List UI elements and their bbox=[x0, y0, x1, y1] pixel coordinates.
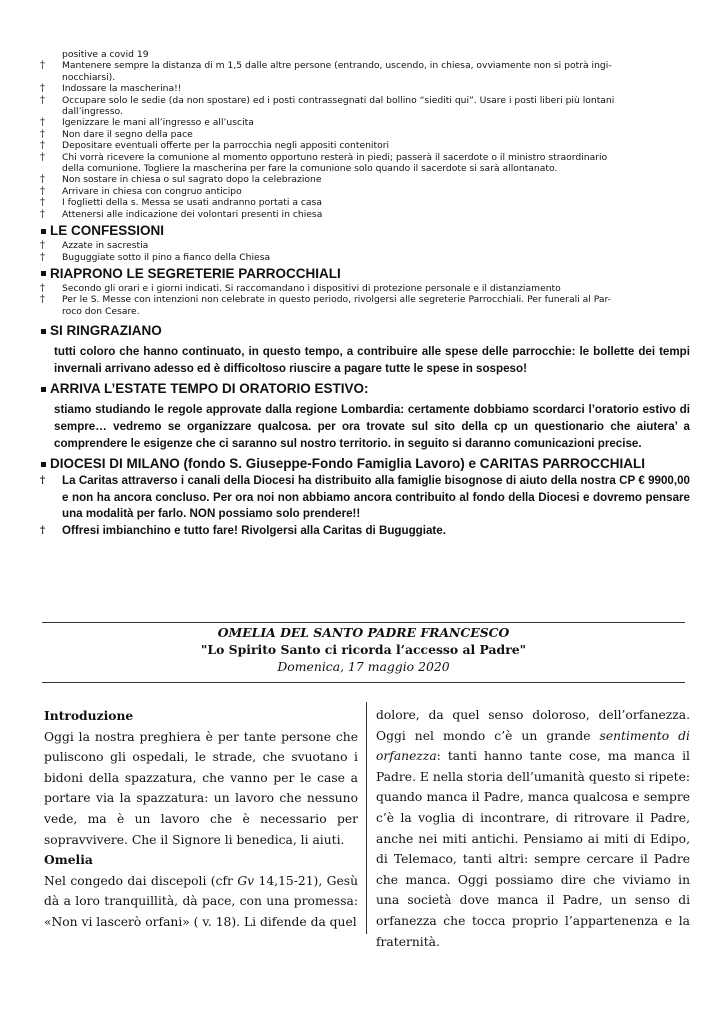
list-item-text: Chi vorrà ricevere la comunione al momento opportuno resterà in piedi; passerà il sacerdote o il ministro straordinario bbox=[62, 151, 608, 163]
section-heading-oratorio bbox=[40, 381, 690, 397]
dagger-bullet-icon: † bbox=[40, 185, 45, 197]
list-item bbox=[40, 209, 690, 220]
list-item-text: Indossare la mascherina!! bbox=[62, 83, 182, 95]
intro-heading: Introduzione bbox=[44, 708, 134, 723]
section-heading-text: LE CONFESSIONI bbox=[50, 223, 165, 239]
dagger-bullet-icon: † bbox=[40, 251, 45, 263]
dagger-bullet-icon: † bbox=[40, 294, 45, 306]
dagger-bullet-icon: † bbox=[40, 117, 45, 129]
list-item-continuation: positive a covid 19 bbox=[62, 49, 149, 60]
list-item-continuation: nocchiarsi). bbox=[62, 71, 116, 83]
list-item-text: Igenizzare le mani all’ingresso e all’uscita bbox=[62, 117, 254, 129]
intro-paragraph: Oggi la nostra preghiera è per tante persone che puliscono gli ospedali, le strade, che svuotano i bidoni della spazzatura, che vanno per le case a portare via la spazzatura: un lavoro che nessuno vede, ma è un lavoro che è necessario per sopravvivere. Che il Signore li benedica, li aiuti. bbox=[44, 729, 358, 847]
text-run: 14,15-21), Gesù dà a loro tranquillità, dà pace, con una promessa: «Non vi lascerò orfani» ( v. 18). Li difende da quel bbox=[44, 873, 358, 929]
list-item bbox=[40, 197, 690, 208]
list-item bbox=[40, 129, 690, 140]
dagger-bullet-icon: † bbox=[40, 240, 45, 252]
text-run: dolore, da quel senso doloroso, dell’orfanezza. Oggi nel mondo c’è un grande bbox=[376, 708, 690, 743]
list-item bbox=[40, 252, 690, 263]
omelia-continued-paragraph bbox=[376, 705, 690, 952]
list-item-text: La Caritas attraverso i canali della Diocesi ha distribuito alla famiglie bisognose di aiuto della nostra CP € 9900,00 e non ha ancora concluso. Per ora noi non abbiamo ancora contribuito al fondo della Diocesi e dovremo pensare una modalità per farlo. NON possiamo solo prendere!! bbox=[62, 474, 690, 521]
list-item-text: Attenersi alle indicazione dei volontari presenti in chiesa bbox=[62, 208, 323, 220]
divider bbox=[42, 682, 685, 683]
text-run: Nel congedo dai discepoli (cfr bbox=[44, 873, 238, 888]
dagger-bullet-icon: † bbox=[40, 128, 45, 140]
section-heading-segreterie bbox=[40, 266, 690, 282]
dagger-bullet-icon: † bbox=[40, 94, 45, 106]
homily-header bbox=[42, 624, 685, 675]
section-heading-ringraziano bbox=[40, 323, 690, 339]
section-heading-diocesi bbox=[40, 456, 690, 472]
list-item bbox=[40, 60, 690, 71]
list-item-text: Occupare solo le sedie (da non spostare) ed i posti contrassegnati dal bollino “siediti qui”. Usare i posti liberi più lontani bbox=[62, 94, 615, 106]
list-item-text: Secondo gli orari e i giorni indicati. Si raccomandano i dispositivi di protezione personale e il distanziamento bbox=[62, 282, 561, 294]
gospel-ref: Gv bbox=[237, 873, 255, 888]
section-heading-confessioni bbox=[40, 223, 690, 239]
dagger-bullet-icon: † bbox=[40, 282, 45, 294]
list-item-text: Offresi imbianchino e tutto fare! Rivolgersi alla Caritas di Buguggiate. bbox=[62, 523, 446, 537]
italic-phrase: sentimento di orfanezza bbox=[376, 728, 690, 764]
list-item bbox=[40, 140, 690, 151]
omelia-heading: Omelia bbox=[44, 852, 93, 868]
list-item bbox=[40, 152, 690, 163]
list-item bbox=[40, 117, 690, 128]
list-item-continuation: roco don Cesare. bbox=[62, 305, 140, 317]
section-paragraph: tutti coloro che hanno continuato, in questo tempo, a contribuire alle spese delle parrocchie: le bollette dei tempi invernali arrivano adesso ed è difficoltoso riuscire a pagare tutte le spese in sospeso! bbox=[54, 345, 690, 375]
dagger-bullet-icon: † bbox=[40, 475, 46, 487]
list-item bbox=[40, 95, 690, 106]
list-item-text: Arrivare in chiesa con congruo anticipo bbox=[62, 185, 242, 197]
list-item bbox=[40, 240, 690, 251]
dagger-bullet-icon: † bbox=[40, 208, 45, 220]
dagger-bullet-icon: † bbox=[40, 151, 45, 163]
section-heading-text: ARRIVA L’ESTATE TEMPO DI ORATORIO ESTIVO: bbox=[50, 381, 369, 397]
homily-right-column bbox=[376, 705, 690, 952]
heading-part-b: (fondo S. Giuseppe-Fondo Famiglia Lavoro) e CARITAS PARROCCHIALI bbox=[179, 456, 646, 472]
list-item bbox=[40, 174, 690, 185]
section-heading-text: SI RINGRAZIANO bbox=[50, 323, 162, 339]
divider bbox=[42, 622, 685, 623]
square-bullet-icon bbox=[41, 387, 46, 392]
heading-part-a: DIOCESI DI MILANO bbox=[50, 456, 180, 472]
section-paragraph: stiamo studiando le regole approvate dalla regione Lombardia: certamente dobbiamo scordarci l’oratorio estivo di sempre… vedremo se organizzare qualcosa. per ora trovate sul sito della cp un questionario che aiutera’ a comprendere le esigenze che ci saranno sul nostro territorio. in seguito si daranno comunicazioni precise. bbox=[54, 403, 690, 450]
list-item-text: Buguggiate sotto il pino a fianco della Chiesa bbox=[62, 251, 271, 263]
dagger-bullet-icon: † bbox=[40, 174, 45, 186]
square-bullet-icon bbox=[41, 271, 46, 276]
square-bullet-icon bbox=[41, 329, 46, 334]
list-item-text: I foglietti della s. Messa se usati andranno portati a casa bbox=[62, 197, 322, 209]
list-item-continuation: della comunione. Togliere la mascherina per fare la comunione solo quando il sacerdote si sarà allontanato. bbox=[62, 163, 558, 175]
list-item-text: Non dare il segno della pace bbox=[62, 128, 193, 140]
list-item bbox=[40, 473, 690, 523]
dagger-bullet-icon: † bbox=[40, 197, 45, 209]
list-item-continuation: dall’ingresso. bbox=[62, 106, 123, 118]
square-bullet-icon bbox=[41, 462, 46, 467]
dagger-bullet-icon: † bbox=[40, 140, 45, 152]
list-item bbox=[40, 294, 690, 305]
text-run: : tanti hanno tante cose, ma manca il Padre. E nella storia dell’umanità questo si ripete: quando manca il Padre, manca qualcosa e sempre c’è la voglia di incontrare, di ritrovare il Padre, anche nei miti antichi. Pensiamo ai miti di Edipo, di Telemaco, tanti altri: sempre cercare il Padre che manca. Oggi possiamo dire che viviamo in una società dove manca il Padre, un senso di orfanezza che tocca proprio l’appartenenza e la fraternità. bbox=[376, 749, 690, 949]
dagger-bullet-icon: † bbox=[40, 60, 45, 72]
homily-left-column bbox=[44, 706, 358, 933]
dagger-bullet-icon: † bbox=[40, 524, 46, 536]
dagger-bullet-icon: † bbox=[40, 83, 45, 95]
list-item bbox=[40, 523, 690, 540]
section-heading-text: RIAPRONO LE SEGRETERIE PARROCCHIALI bbox=[50, 265, 341, 281]
omelia-paragraph bbox=[44, 871, 358, 933]
column-divider bbox=[366, 702, 367, 934]
list-item bbox=[40, 283, 690, 294]
list-item-text: Depositare eventuali offerte per la parrocchia negli appositi contenitori bbox=[62, 140, 390, 152]
list-item bbox=[40, 186, 690, 197]
list-item-text: Non sostare in chiesa o sul sagrato dopo la celebrazione bbox=[62, 174, 322, 186]
homily-title: OMELIA DEL SANTO PADRE FRANCESCO bbox=[217, 625, 510, 640]
list-item bbox=[40, 83, 690, 94]
list-item-text: Mantenere sempre la distanza di m 1,5 dalle altre persone (entrando, uscendo, in chiesa, ovviamente non si potrà ingi- bbox=[62, 60, 612, 72]
list-item-text: Azzate in sacrestia bbox=[62, 240, 149, 252]
homily-subtitle: "Lo Spirito Santo ci ricorda l’accesso al Padre" bbox=[200, 642, 527, 657]
rules-list bbox=[40, 49, 690, 539]
section-heading-text bbox=[50, 456, 645, 472]
list-item-text: Per le S. Messe con intenzioni non celebrate in questo periodo, rivolgersi alle segreterie Parrocchiali. Per funerali al Par- bbox=[62, 294, 611, 306]
homily-date: Domenica, 17 maggio 2020 bbox=[277, 659, 450, 674]
square-bullet-icon bbox=[41, 229, 46, 234]
